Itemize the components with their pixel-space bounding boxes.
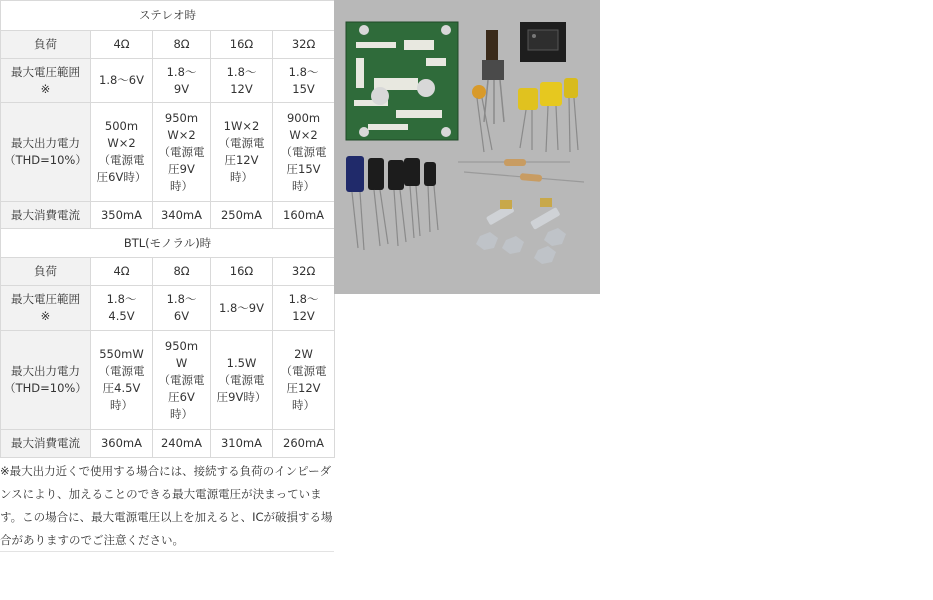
- btl-voltage-row: [1, 286, 335, 331]
- btl-power-8: 950m W （電源電 圧6V 時）: [153, 331, 211, 430]
- stereo-load-32: 32Ω: [273, 31, 335, 59]
- stereo-power-row: [1, 103, 335, 202]
- spec-table: [0, 0, 335, 458]
- btl-title: BTL(モノラル)時: [1, 229, 335, 258]
- btl-current-row: [1, 430, 335, 458]
- stereo-current-label: 最大消費電流: [1, 202, 91, 229]
- caution-note: ※最大出力近くで使用する場合には、接続する負荷のインピーダンスにより、加えることのできる最大電源電圧が決まっています。この場合に、最大電源電圧以上を加えると、ICが破損する場合がありますのでご注意ください。: [0, 464, 333, 547]
- stereo-voltage-16: 1.8～ 12V: [211, 59, 273, 103]
- resistors: [458, 159, 584, 182]
- stereo-load-row: [1, 31, 335, 59]
- btl-load-label: 負荷: [1, 258, 91, 286]
- stereo-voltage-8: 1.8～ 9V: [153, 59, 211, 103]
- btl-load-8: 8Ω: [153, 258, 211, 286]
- stereo-voltage-label: 最大電圧範囲 ※: [1, 59, 91, 103]
- copyright-watermark: ©EK JAPAN CO.,LTD.: [767, 262, 899, 276]
- product-photo: [334, 0, 899, 294]
- btl-power-4: 550mW （電源電 圧4.5V 時）: [91, 331, 153, 430]
- pcb-board: [346, 22, 458, 140]
- stereo-load-4: 4Ω: [91, 31, 153, 59]
- film-capacitors: [472, 78, 578, 152]
- stereo-load-label: 負荷: [1, 31, 91, 59]
- stereo-current-row: [1, 202, 335, 229]
- btl-power-32: 2W （電源電 圧12V 時）: [273, 331, 335, 430]
- stereo-current-8: 340mA: [153, 202, 211, 229]
- btl-voltage-32: 1.8～ 12V: [273, 286, 335, 331]
- btl-load-row: [1, 258, 335, 286]
- btl-current-4: 360mA: [91, 430, 153, 458]
- stereo-load-8: 8Ω: [153, 31, 211, 59]
- btl-voltage-label: 最大電圧範囲 ※: [1, 286, 91, 331]
- btl-power-16: 1.5W （電源電 圧9V時）: [211, 331, 273, 430]
- btl-current-label: 最大消費電流: [1, 430, 91, 458]
- btl-power-row: [1, 331, 335, 430]
- stereo-power-4: 500m W×2 （電源電 圧6V時）: [91, 103, 153, 202]
- stereo-power-32: 900m W×2 （電源電 圧15V 時）: [273, 103, 335, 202]
- btl-voltage-8: 1.8～ 6V: [153, 286, 211, 331]
- ic-chip: [520, 22, 566, 62]
- btl-load-16: 16Ω: [211, 258, 273, 286]
- btl-voltage-16: 1.8～9V: [211, 286, 273, 331]
- stereo-voltage-32: 1.8～ 15V: [273, 59, 335, 103]
- stereo-title-row: [1, 1, 335, 31]
- btl-current-16: 310mA: [211, 430, 273, 458]
- stereo-power-label: 最大出力電力 （THD=10%）: [1, 103, 91, 202]
- stereo-title: ステレオ時: [1, 1, 335, 31]
- btl-voltage-4: 1.8～ 4.5V: [91, 286, 153, 331]
- btl-current-32: 260mA: [273, 430, 335, 458]
- kit-parts-illustration: [334, 0, 600, 294]
- hardware-screws: [476, 198, 566, 264]
- stereo-power-16: 1W×2 （電源電 圧12V 時）: [211, 103, 273, 202]
- electrolytic-capacitors: [346, 156, 438, 250]
- btl-load-32: 32Ω: [273, 258, 335, 286]
- stereo-voltage-4: 1.8～6V: [91, 59, 153, 103]
- btl-load-4: 4Ω: [91, 258, 153, 286]
- potentiometer: [482, 30, 504, 124]
- stereo-current-16: 250mA: [211, 202, 273, 229]
- divider: [0, 551, 334, 552]
- stereo-power-8: 950m W×2 （電源電 圧9V 時）: [153, 103, 211, 202]
- btl-current-8: 240mA: [153, 430, 211, 458]
- btl-power-label: 最大出力電力 （THD=10%）: [1, 331, 91, 430]
- stereo-current-32: 160mA: [273, 202, 335, 229]
- stereo-voltage-row: [1, 59, 335, 103]
- stereo-load-16: 16Ω: [211, 31, 273, 59]
- stereo-current-4: 350mA: [91, 202, 153, 229]
- btl-title-row: [1, 229, 335, 258]
